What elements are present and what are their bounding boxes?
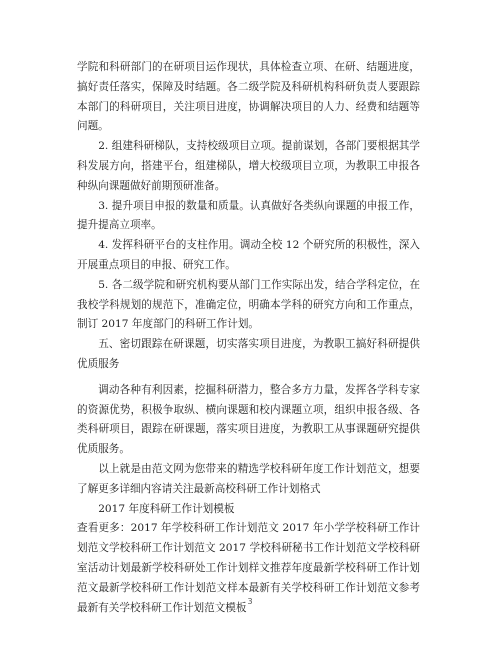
- paragraph-item-5: 5. 各二级学院和研究机构要从部门工作实际出发，结合学科定位，在我校学科规划的规范下，准确定位，明确本学科的研究方向和工作重点，制订 2017 年度部门的科研工作计划。: [77, 278, 420, 331]
- see-more-links[interactable]: 查看更多：2017 年学校科研工作计划范文 2017 年小学学校科研工作计划范文学校科研工作计划范文 2017 学校科研秘书工作计划范文学校科研室活动计划最新学校科研处工作计划样文推荐年度最新学校科研工作计划范文最新学校科研工作计划范文样本最新有关学校科研工作计划范文参考最新有关学校科研工作计划范文模板: [77, 522, 420, 614]
- paragraph-closing: 以上就是由范文网为您带来的精选学校科研年度工作计划范文，想要了解更多详细内容请关注最新高校科研工作计划格式: [77, 462, 420, 495]
- paragraph-continuation: 学院和科研部门的在研项目运作现状，具体检查立项、在研、结题进度，搞好责任落实，保障及时结题。各二级学院及科研机构科研负责人要跟踪本部门的科研项目，关注项目进度，协调解决项目的人力、经费和结题等问题。: [77, 61, 420, 133]
- document-body: [77, 58, 420, 618]
- paragraph-item-4: 4. 发挥科研平台的支柱作用。调动全校 12 个研究所的积极性，深入开展重点项目的申报、研究工作。: [77, 239, 420, 271]
- paragraph-section-five-body: 调动各种有利因素，挖掘科研潜力，整合多方力量，发挥各学科专家的资源优势，积极争取纵、横向课题和校内课题立项，组织申报各级、各类科研项目，跟踪在研课题，落实项目进度，为教职工从事课题研究提供优质服务。: [77, 383, 420, 456]
- paragraph-item-3: 3. 提升项目申报的数量和质量。认真做好各类纵向课题的申报工作，提升提高立项率。: [77, 199, 420, 232]
- section-heading-five: 五、密切跟踪在研课题，切实落实项目进度，为教职工搞好科研提供优质服务: [77, 338, 420, 370]
- page-number: 3: [247, 597, 253, 606]
- paragraph-item-2: 2. 组建科研梯队，支持校级项目立项。提前谋划，各部门要根据其学科发展方向，搭建平台，组建梯队，增大校级项目立项，为教职工申报各种纵向课题做好前期预研准备。: [77, 140, 420, 192]
- template-title: 2017 年度科研工作计划模板: [98, 502, 235, 515]
